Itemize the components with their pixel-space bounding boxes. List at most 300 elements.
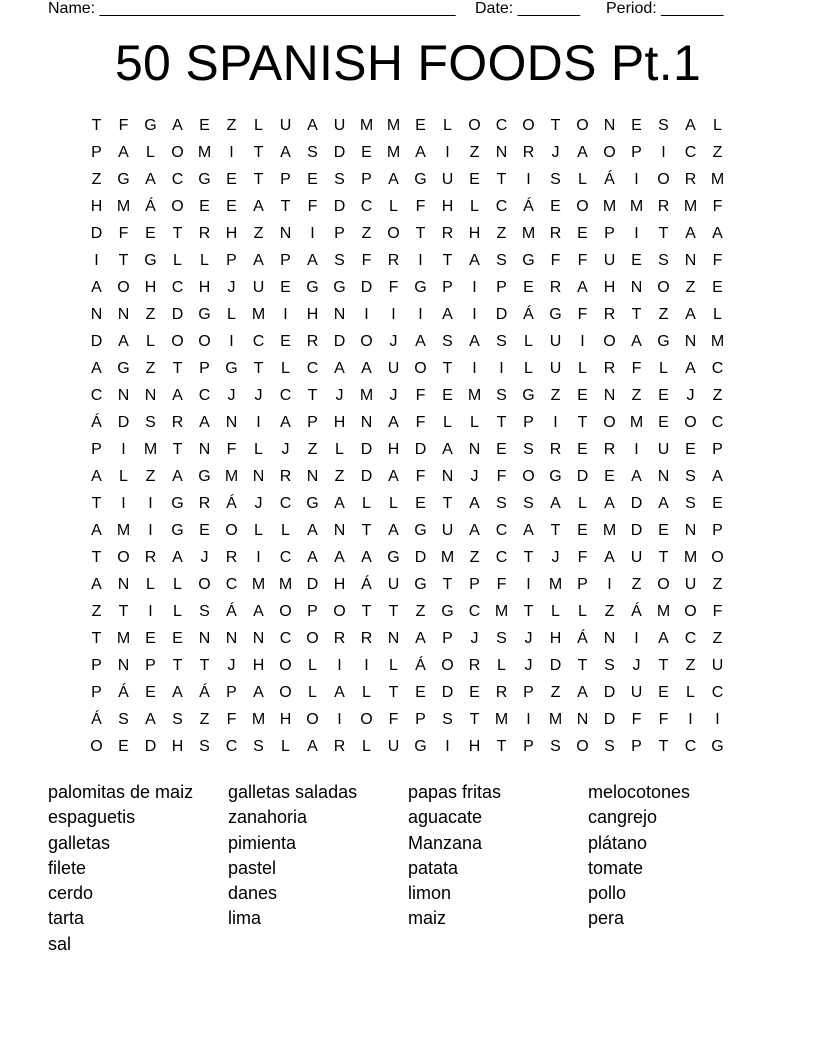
grid-letter: A	[577, 144, 588, 161]
grid-letter: T	[496, 171, 507, 188]
grid-letter: M	[656, 603, 671, 620]
grid-letter: E	[199, 522, 210, 539]
grid-letter: L	[146, 576, 155, 593]
grid-letter: I	[499, 360, 504, 377]
word-list-item: galletas	[48, 832, 111, 853]
grid-letter: E	[226, 198, 237, 215]
grid-letter: O	[657, 279, 670, 296]
grid-letter: C	[252, 333, 265, 350]
grid-letter: O	[603, 414, 616, 431]
grid-letter: M	[602, 198, 617, 215]
grid-letter: O	[198, 576, 211, 593]
grid-letter: H	[198, 279, 211, 296]
grid-letter: I	[283, 306, 288, 323]
grid-letter: T	[361, 603, 372, 620]
grid-letter: Á	[145, 198, 156, 215]
grid-letter: E	[199, 198, 210, 215]
grid-letter: O	[657, 576, 670, 593]
grid-letter: F	[226, 441, 237, 458]
grid-letter: T	[550, 117, 561, 134]
grid-letter: I	[310, 225, 315, 242]
grid-letter: N	[576, 711, 589, 728]
grid-letter: A	[91, 279, 102, 296]
grid-letter: Á	[415, 657, 426, 674]
grid-letter: S	[199, 738, 210, 755]
grid-letter: I	[607, 576, 612, 593]
grid-letter: E	[226, 171, 237, 188]
grid-letter: S	[685, 468, 696, 485]
grid-letter: M	[710, 171, 725, 188]
grid-letter: T	[442, 495, 453, 512]
grid-letter: S	[145, 414, 156, 431]
grid-letter: A	[91, 360, 102, 377]
grid-letter: A	[442, 306, 453, 323]
grid-letter: A	[577, 684, 588, 701]
grid-letter: S	[496, 252, 507, 269]
grid-letter: M	[683, 198, 698, 215]
grid-letter: R	[333, 630, 346, 647]
grid-letter: A	[388, 468, 399, 485]
grid-letter: O	[603, 333, 616, 350]
grid-letter: T	[523, 603, 534, 620]
grid-letter: N	[603, 630, 616, 647]
grid-letter: G	[522, 387, 535, 404]
grid-letter: T	[172, 360, 183, 377]
grid-letter: G	[414, 576, 427, 593]
grid-letter: L	[578, 495, 587, 512]
grid-letter: T	[388, 684, 399, 701]
grid-letter: O	[117, 549, 130, 566]
grid-letter: R	[171, 414, 184, 431]
grid-letter: G	[117, 171, 130, 188]
grid-letter: D	[360, 468, 373, 485]
grid-letter: R	[198, 225, 211, 242]
grid-letter: F	[307, 198, 318, 215]
word-list-item: cerdo	[48, 883, 94, 904]
grid-letter: O	[90, 738, 103, 755]
grid-letter: G	[198, 306, 211, 323]
grid-letter: P	[91, 684, 102, 701]
grid-letter: R	[360, 630, 373, 647]
grid-letter: I	[472, 279, 477, 296]
grid-letter: C	[711, 414, 724, 431]
grid-letter: O	[279, 657, 292, 674]
grid-letter: A	[415, 144, 426, 161]
grid-letter: S	[523, 441, 534, 458]
grid-letter: C	[90, 387, 103, 404]
grid-letter: T	[172, 441, 183, 458]
word-list-item: papas fritas	[408, 782, 502, 802]
grid-letter: C	[279, 630, 292, 647]
grid-letter: M	[494, 603, 509, 620]
word-list-item: Manzana	[408, 832, 483, 853]
grid-letter: N	[360, 414, 373, 431]
grid-letter: A	[469, 333, 480, 350]
grid-letter: O	[279, 684, 292, 701]
grid-letter: T	[118, 603, 129, 620]
word-list-item: filete	[48, 857, 87, 878]
grid-letter: D	[90, 333, 103, 350]
grid-letter: S	[199, 603, 210, 620]
grid-letter: E	[199, 117, 210, 134]
grid-letter: I	[121, 441, 126, 458]
grid-letter: M	[251, 306, 266, 323]
grid-letter: S	[334, 252, 345, 269]
grid-letter: A	[172, 684, 183, 701]
grid-letter: T	[658, 225, 669, 242]
grid-letter: A	[118, 144, 129, 161]
grid-letter: O	[171, 144, 184, 161]
grid-letter: R	[198, 495, 211, 512]
grid-letter: G	[387, 549, 400, 566]
grid-letter: C	[198, 387, 211, 404]
grid-letter: R	[603, 360, 616, 377]
grid-letter: M	[440, 549, 455, 566]
grid-letter: H	[387, 441, 400, 458]
word-list-item: danes	[228, 883, 278, 904]
grid-letter: P	[577, 576, 588, 593]
grid-letter: T	[91, 630, 102, 647]
grid-letter: U	[603, 252, 616, 269]
grid-letter: N	[630, 279, 643, 296]
grid-letter: Á	[91, 711, 102, 728]
grid-letter: A	[361, 360, 372, 377]
grid-letter: O	[360, 711, 373, 728]
grid-letter: L	[470, 198, 479, 215]
grid-letter: O	[468, 117, 481, 134]
grid-letter: G	[117, 360, 130, 377]
grid-letter: Á	[91, 414, 102, 431]
grid-letter: N	[225, 630, 238, 647]
grid-letter: L	[713, 117, 722, 134]
grid-letter: I	[148, 603, 153, 620]
grid-letter: T	[199, 657, 210, 674]
grid-letter: L	[200, 252, 209, 269]
period-field-label: Period: _______	[606, 0, 724, 17]
grid-letter: A	[199, 414, 210, 431]
grid-letter: L	[524, 333, 533, 350]
grid-letter: D	[495, 306, 508, 323]
grid-letter: E	[118, 738, 129, 755]
grid-letter: S	[442, 333, 453, 350]
grid-letter: T	[442, 360, 453, 377]
grid-letter: I	[364, 306, 369, 323]
grid-letter: O	[306, 630, 319, 647]
grid-letter: A	[334, 549, 345, 566]
grid-letter: N	[495, 144, 508, 161]
grid-letter: P	[523, 684, 534, 701]
grid-letter: S	[523, 495, 534, 512]
grid-letter: U	[630, 684, 643, 701]
grid-letter: F	[496, 468, 507, 485]
grid-letter: T	[253, 144, 264, 161]
grid-letter: M	[359, 387, 374, 404]
grid-letter: M	[251, 576, 266, 593]
grid-letter: Á	[226, 603, 237, 620]
grid-letter: D	[414, 549, 427, 566]
grid-letter: A	[415, 630, 426, 647]
grid-letter: U	[549, 333, 562, 350]
grid-letter: Á	[577, 630, 588, 647]
grid-letter: A	[145, 171, 156, 188]
grid-letter: L	[254, 522, 263, 539]
grid-letter: I	[256, 414, 261, 431]
grid-letter: C	[171, 279, 184, 296]
grid-letter: U	[441, 171, 454, 188]
grid-letter: P	[307, 603, 318, 620]
grid-letter: I	[121, 495, 126, 512]
grid-letter: N	[117, 657, 130, 674]
grid-letter: D	[603, 684, 616, 701]
word-list-item: plátano	[588, 832, 648, 853]
grid-letter: L	[254, 117, 263, 134]
grid-letter: G	[414, 279, 427, 296]
grid-letter: G	[198, 171, 211, 188]
grid-letter: H	[468, 225, 481, 242]
grid-letter: A	[334, 495, 345, 512]
grid-letter: Á	[361, 576, 372, 593]
grid-letter: Á	[118, 684, 129, 701]
grid-letter: R	[306, 333, 319, 350]
grid-letter: A	[118, 333, 129, 350]
grid-letter: M	[548, 576, 563, 593]
grid-letter: D	[414, 441, 427, 458]
grid-letter: I	[391, 306, 396, 323]
word-list-item: pastel	[228, 857, 277, 878]
grid-letter: E	[658, 387, 669, 404]
grid-letter: P	[361, 171, 372, 188]
grid-letter: O	[225, 522, 238, 539]
grid-letter: P	[280, 171, 291, 188]
grid-letter: C	[684, 630, 697, 647]
grid-letter: R	[144, 549, 157, 566]
grid-letter: P	[199, 360, 210, 377]
grid-letter: T	[523, 549, 534, 566]
grid-letter: H	[333, 414, 346, 431]
grid-letter: J	[389, 387, 398, 404]
grid-letter: P	[604, 225, 615, 242]
grid-letter: D	[333, 144, 346, 161]
grid-letter: R	[657, 198, 670, 215]
grid-letter: I	[445, 738, 450, 755]
grid-letter: R	[441, 225, 454, 242]
grid-letter: F	[415, 387, 426, 404]
grid-letter: F	[118, 225, 129, 242]
grid-letter: N	[684, 333, 697, 350]
grid-letter: L	[524, 360, 533, 377]
grid-letter: A	[658, 495, 669, 512]
grid-letter: O	[279, 603, 292, 620]
grid-letter: N	[225, 414, 238, 431]
grid-letter: P	[91, 144, 102, 161]
grid-letter: M	[629, 414, 644, 431]
grid-letter: F	[577, 306, 588, 323]
grid-letter: N	[117, 387, 130, 404]
grid-letter: E	[577, 387, 588, 404]
grid-letter: N	[252, 468, 265, 485]
word-list-item: pera	[588, 908, 625, 929]
grid-letter: N	[90, 306, 103, 323]
grid-letter: J	[551, 144, 560, 161]
grid-letter: A	[307, 549, 318, 566]
grid-letter: N	[252, 630, 265, 647]
grid-letter: Z	[604, 603, 615, 620]
grid-letter: U	[252, 279, 265, 296]
grid-letter: M	[683, 549, 698, 566]
grid-letter: C	[225, 738, 238, 755]
grid-letter: C	[684, 738, 697, 755]
grid-letter: D	[360, 441, 373, 458]
grid-letter: L	[362, 684, 371, 701]
grid-letter: A	[253, 603, 264, 620]
word-list-item: pollo	[588, 883, 627, 904]
grid-letter: E	[415, 495, 426, 512]
grid-letter: F	[631, 711, 642, 728]
grid-letter: A	[469, 495, 480, 512]
grid-letter: S	[334, 171, 345, 188]
grid-letter: S	[118, 711, 129, 728]
grid-letter: J	[632, 657, 641, 674]
grid-letter: Z	[199, 711, 210, 728]
grid-letter: O	[576, 117, 589, 134]
grid-letter: N	[684, 252, 697, 269]
grid-letter: I	[472, 306, 477, 323]
grid-letter: G	[549, 306, 562, 323]
grid-letter: A	[91, 576, 102, 593]
grid-letter: U	[657, 441, 670, 458]
grid-letter: Z	[307, 441, 318, 458]
word-list-item: sal	[48, 933, 72, 954]
grid-letter: H	[603, 279, 616, 296]
grid-letter: J	[227, 387, 236, 404]
grid-letter: E	[577, 441, 588, 458]
grid-letter: Z	[253, 225, 264, 242]
grid-letter: P	[334, 225, 345, 242]
grid-letter: S	[604, 738, 615, 755]
grid-letter: N	[468, 441, 481, 458]
grid-letter: R	[549, 279, 562, 296]
grid-letter: J	[470, 468, 479, 485]
grid-letter: F	[712, 603, 723, 620]
grid-letter: R	[549, 225, 562, 242]
grid-letter: E	[361, 144, 372, 161]
grid-letter: R	[333, 738, 346, 755]
grid-letter: M	[116, 198, 131, 215]
grid-letter: L	[443, 117, 452, 134]
grid-letter: C	[279, 495, 292, 512]
grid-letter: Á	[604, 171, 615, 188]
grid-letter: G	[225, 360, 238, 377]
grid-letter: T	[658, 549, 669, 566]
grid-letter: D	[306, 576, 319, 593]
grid-letter: I	[94, 252, 99, 269]
grid-letter: A	[685, 360, 696, 377]
grid-letter: A	[469, 252, 480, 269]
grid-letter: E	[658, 684, 669, 701]
grid-letter: T	[172, 657, 183, 674]
grid-letter: P	[91, 657, 102, 674]
grid-letter: H	[171, 738, 184, 755]
grid-letter: E	[658, 522, 669, 539]
grid-letter: O	[306, 711, 319, 728]
grid-letter: A	[604, 495, 615, 512]
grid-letter: I	[148, 522, 153, 539]
grid-letter: R	[225, 549, 238, 566]
word-list-item: pimienta	[228, 832, 297, 853]
grid-letter: O	[684, 603, 697, 620]
grid-letter: M	[116, 630, 131, 647]
grid-letter: M	[521, 225, 536, 242]
grid-letter: Z	[685, 279, 696, 296]
grid-letter: S	[658, 252, 669, 269]
grid-letter: C	[360, 198, 373, 215]
grid-letter: E	[577, 225, 588, 242]
grid-letter: A	[172, 117, 183, 134]
grid-letter: O	[117, 279, 130, 296]
grid-letter: I	[472, 360, 477, 377]
grid-letter: N	[333, 306, 346, 323]
grid-letter: T	[307, 387, 318, 404]
grid-letter: M	[467, 387, 482, 404]
grid-letter: H	[252, 657, 265, 674]
grid-letter: A	[604, 549, 615, 566]
grid-letter: J	[254, 387, 263, 404]
grid-letter: P	[496, 279, 507, 296]
grid-letter: I	[553, 414, 558, 431]
word-list-item: galletas saladas	[228, 782, 358, 802]
grid-letter: M	[359, 117, 374, 134]
grid-letter: G	[414, 738, 427, 755]
grid-letter: G	[441, 603, 454, 620]
grid-letter: P	[415, 711, 426, 728]
grid-letter: I	[661, 144, 666, 161]
grid-letter: L	[389, 657, 398, 674]
grid-letter: A	[442, 441, 453, 458]
grid-letter: I	[364, 657, 369, 674]
grid-letter: P	[226, 252, 237, 269]
grid-letter: F	[118, 117, 129, 134]
grid-letter: S	[496, 333, 507, 350]
grid-letter: T	[442, 252, 453, 269]
grid-letter: L	[497, 657, 506, 674]
grid-letter: L	[578, 360, 587, 377]
grid-letter: A	[253, 198, 264, 215]
grid-letter: Z	[91, 603, 102, 620]
grid-letter: I	[634, 441, 639, 458]
grid-letter: A	[469, 522, 480, 539]
grid-letter: H	[306, 306, 319, 323]
grid-letter: C	[171, 171, 184, 188]
grid-letter: P	[442, 279, 453, 296]
grid-letter: Á	[199, 684, 210, 701]
grid-letter: O	[684, 414, 697, 431]
grid-letter: E	[145, 684, 156, 701]
grid-letter: Á	[226, 495, 237, 512]
grid-letter: E	[550, 198, 561, 215]
grid-letter: H	[144, 279, 157, 296]
grid-letter: T	[388, 603, 399, 620]
grid-letter: T	[469, 711, 480, 728]
grid-letter: L	[551, 603, 560, 620]
grid-letter: E	[631, 117, 642, 134]
grid-letter: F	[658, 711, 669, 728]
grid-letter: N	[144, 387, 157, 404]
grid-letter: A	[523, 522, 534, 539]
grid-letter: U	[684, 576, 697, 593]
grid-letter: T	[415, 225, 426, 242]
grid-letter: I	[418, 306, 423, 323]
grid-letter: L	[173, 576, 182, 593]
